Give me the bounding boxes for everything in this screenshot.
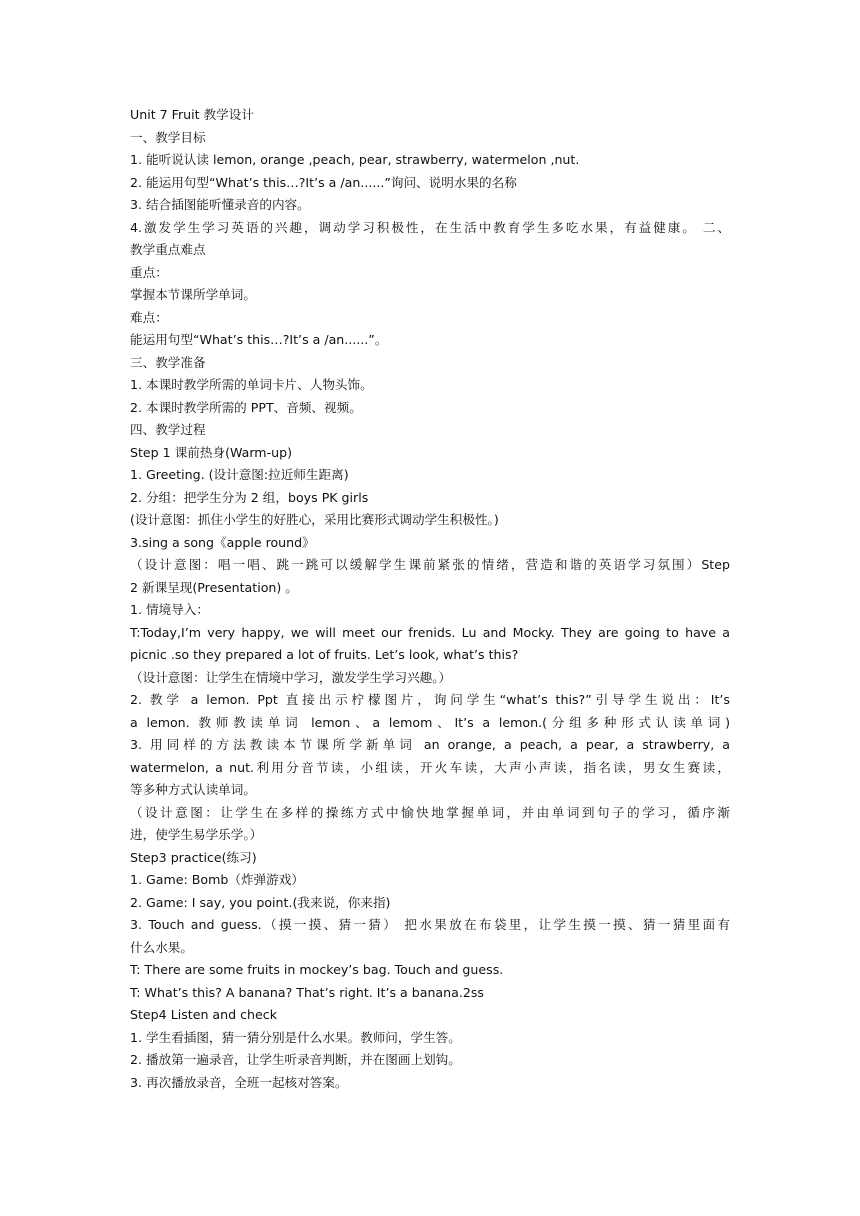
text-line: 1. 学生看插图，猜一猜分别是什么水果。教师问，学生答。 xyxy=(130,1029,461,1045)
text-line: 重点： xyxy=(130,264,168,280)
text-line: 1. Game: Bomb（炸弹游戏） xyxy=(130,872,304,887)
text-line: Step 1 课前热身(Warm-up) xyxy=(130,444,293,460)
text-line: （设计意图：让学生在多样的操练方式中愉快地掌握单词，并由单词到句子的学习，循序渐 xyxy=(130,804,730,820)
text-line: 教学重点难点 xyxy=(130,242,206,257)
text-line: （设计意图：唱一唱、跳一跳可以缓解学生课前紧张的情绪，营造和谐的英语学习氛围）Step xyxy=(130,557,730,572)
text-line: picnic .so they prepared a lot of fruits. Let’s look, what’s this? xyxy=(130,647,519,662)
text-line: 2. 教学 a lemon. Ppt 直接出示柠檬图片，询问学生“what’s this?”引导学生说出：It’s xyxy=(130,692,730,707)
text-line: 什么水果。 xyxy=(130,939,193,955)
text-line: Unit 7 Fruit 教学设计 xyxy=(130,107,254,122)
text-line: (设计意图：抓住小学生的好胜心，采用比赛形式调动学生积极性。) xyxy=(130,512,499,527)
text-line: 2. 本课时教学所需的 PPT、音频、视频。 xyxy=(130,399,362,415)
text-line: 等多种方式认读单词。 xyxy=(130,782,256,797)
text-line: 一、教学目标 xyxy=(130,129,206,145)
text-line: 2. 能运用句型“What’s this…?It’s a /an......”询问、说明水果的名称 xyxy=(130,174,517,190)
text-line: 难点： xyxy=(130,309,168,325)
text-line: watermelon, a nut.利用分音节读，小组读，开火车读，大声小声读，指名读，男女生赛读， xyxy=(130,759,730,775)
text-line: 3.sing a song《apple round》 xyxy=(130,534,315,550)
text-line: 2. Game: I say, you point.(我来说，你来指) xyxy=(130,894,391,910)
text-line: 1. 能听说认读 lemon, orange ,peach, pear, strawberry, watermelon ,nut. xyxy=(130,152,580,167)
text-line: 1. Greeting. (设计意图:拉近师生距离) xyxy=(130,467,349,482)
text-line: 1. 情境导入： xyxy=(130,602,209,617)
text-line: 4.激发学生学习英语的兴趣，调动学习积极性，在生活中教育学生多吃水果，有益健康。 二、 xyxy=(130,219,730,235)
text-line: 2. 播放第一遍录音，让学生听录音判断，并在图画上划钩。 xyxy=(130,1052,461,1067)
text-line: Step3 practice(练习) xyxy=(130,849,257,865)
text-line: 三、教学准备 xyxy=(130,354,206,370)
text-line: T: There are some fruits in mockey’s bag. Touch and guess. xyxy=(130,962,504,977)
text-line: 3. 结合插图能听懂录音的内容。 xyxy=(130,197,310,212)
text-line: Step4 Listen and check xyxy=(130,1007,278,1022)
text-line: T: What’s this? A banana? That’s right. It’s a banana.2ss xyxy=(130,984,484,1000)
text-line: T:Today,I’m very happy, we will meet our frenids. Lu and Mocky. They are going to have a xyxy=(130,624,730,640)
text-line: 1. 本课时教学所需的单词卡片、人物头饰。 xyxy=(130,377,373,392)
text-line: 3. 再次播放录音，全班一起核对答案。 xyxy=(130,1074,348,1090)
text-line: 2. 分组：把学生分为 2 组，boys PK girls xyxy=(130,489,369,505)
text-line: 3. 用同样的方法教读本节课所学新单词 an orange, a peach, a pear, a strawberry, a xyxy=(130,737,730,752)
text-line: 3. Touch and guess.（摸一摸、猜一猜） 把水果放在布袋里，让学生摸一摸、猜一猜里面有 xyxy=(130,917,730,932)
text-line: a lemon. 教师教读单词 lemon、a lemom、It’s a lemon.(分组多种形式认读单词) xyxy=(130,714,730,730)
document-body xyxy=(130,104,730,1094)
text-line: 掌握本节课所学单词。 xyxy=(130,287,256,302)
text-line: 进，使学生易学乐学。） xyxy=(130,827,263,842)
text-line: 四、教学过程 xyxy=(130,422,206,437)
text-line: 能运用句型“What’s this…?It’s a /an......”。 xyxy=(130,332,388,347)
text-line: 2 新课呈现(Presentation) 。 xyxy=(130,579,298,595)
text-line: （设计意图：让学生在情境中学习，激发学生学习兴趣。） xyxy=(130,669,452,685)
